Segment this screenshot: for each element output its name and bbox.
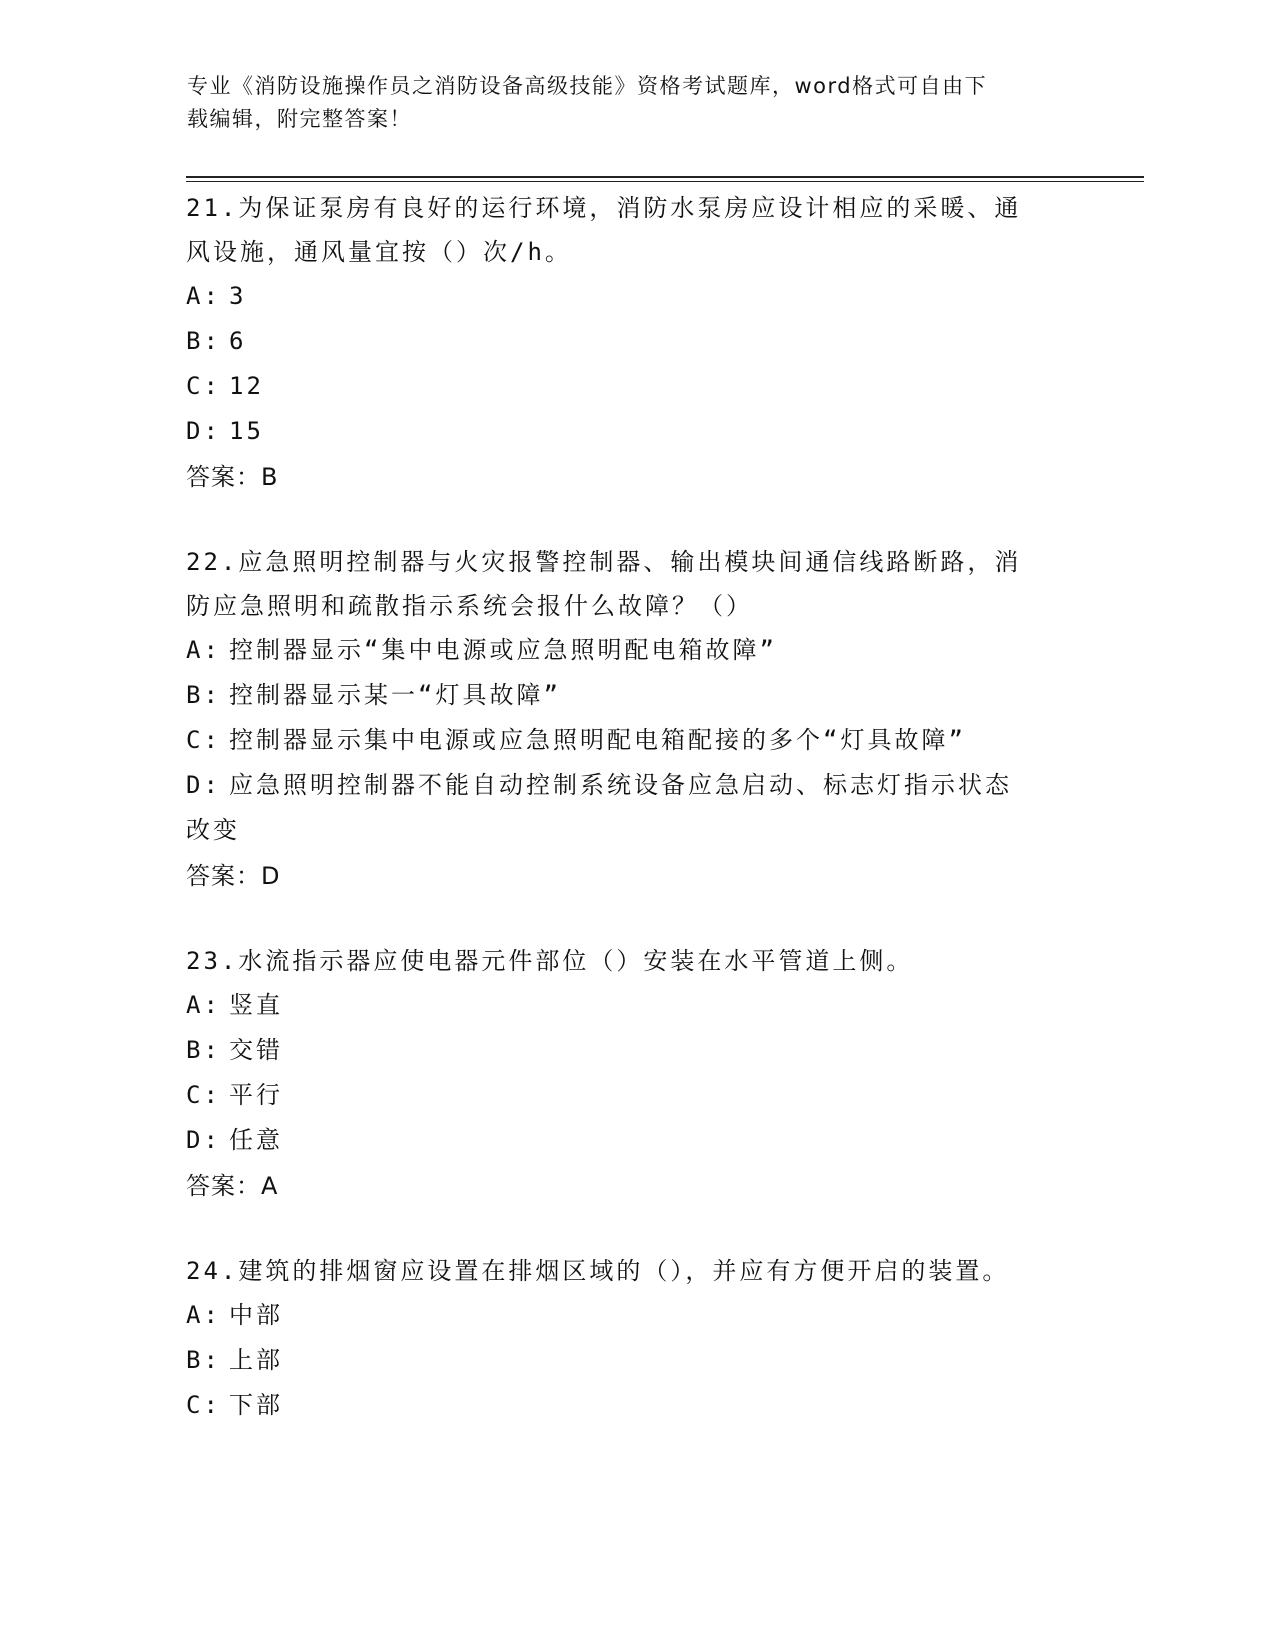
question-21-option-d: [186, 409, 1086, 454]
question-21-option-c: [186, 364, 1086, 409]
option-label: A:: [186, 1301, 221, 1329]
option-label: C:: [186, 726, 221, 754]
option-text: 平行: [229, 1081, 283, 1109]
option-label: C:: [186, 372, 221, 400]
option-label: C:: [186, 1391, 221, 1419]
question-22-stem-line-2: 防应急照明和疏散指示系统会报什么故障？（）: [186, 592, 753, 620]
question-list: [186, 186, 1086, 1428]
question-22-option-d: [186, 763, 1086, 808]
question-21-stem-line-2: 风设施，通风量宜按（）次/h。: [186, 238, 572, 266]
question-24-stem-line-1: 24.建筑的排烟窗应设置在排烟区域的（），并应有方便开启的装置。: [186, 1257, 1010, 1285]
question-23: [186, 939, 1086, 1209]
question-23-stem-line-1: 23.水流指示器应使电器元件部位（）安装在水平管道上侧。: [186, 947, 914, 975]
question-24: [186, 1249, 1086, 1428]
question-22-option-a: [186, 628, 1086, 673]
header-line-2: 载编辑，附完整答案！: [187, 107, 412, 131]
question-21-option-a: [186, 274, 1086, 319]
option-text: 应急照明控制器不能自动控制系统设备应急启动、标志灯指示状态: [229, 771, 1012, 799]
option-label: D:: [186, 417, 221, 445]
option-text: 6: [229, 327, 247, 355]
option-label: B:: [186, 1346, 221, 1374]
option-text: 下部: [229, 1391, 283, 1419]
option-text: 控制器显示集中电源或应急照明配电箱配接的多个“灯具故障”: [229, 726, 966, 754]
option-text: 15: [229, 417, 264, 445]
question-22-option-c: [186, 718, 1086, 763]
question-21-stem-line-1: 21.为保证泵房有良好的运行环境，消防水泵房应设计相应的采暖、通: [186, 194, 1022, 222]
question-23-option-a: [186, 983, 1086, 1028]
question-24-option-a: [186, 1293, 1086, 1338]
question-22-stem-line-1: 22.应急照明控制器与火灾报警控制器、输出模块间通信线路断路，消: [186, 548, 1022, 576]
option-text: 上部: [229, 1346, 283, 1374]
header-line-1: 专业《消防设施操作员之消防设备高级技能》资格考试题库，word格式可自由下: [187, 74, 988, 98]
option-label: B:: [186, 327, 221, 355]
question-24-option-c: [186, 1383, 1086, 1428]
option-label: C:: [186, 1081, 221, 1109]
option-label: B:: [186, 681, 221, 709]
option-text: 中部: [229, 1301, 283, 1329]
option-text: 竖直: [229, 991, 283, 1019]
question-23-option-c: [186, 1073, 1086, 1118]
option-text: 3: [229, 282, 247, 310]
option-text: 交错: [229, 1036, 283, 1064]
option-label: D:: [186, 1126, 221, 1154]
question-21-answer: 答案：B: [186, 463, 279, 491]
question-22-option-d-continued: 改变: [186, 816, 240, 844]
header-divider-thin: [186, 181, 1144, 182]
option-text: 控制器显示“集中电源或应急照明配电箱故障”: [229, 636, 777, 664]
question-23-option-d: [186, 1118, 1086, 1163]
option-text: 任意: [229, 1126, 283, 1154]
option-label: A:: [186, 636, 221, 664]
option-label: B:: [186, 1036, 221, 1064]
option-label: D:: [186, 771, 221, 799]
question-24-option-b: [186, 1338, 1086, 1383]
document-header: [187, 70, 1067, 136]
option-label: A:: [186, 282, 221, 310]
option-label: A:: [186, 991, 221, 1019]
question-21: [186, 186, 1086, 500]
option-text: 12: [229, 372, 264, 400]
question-22-option-b: [186, 673, 1086, 718]
option-text: 控制器显示某一“灯具故障”: [229, 681, 561, 709]
question-22: [186, 540, 1086, 899]
question-21-option-b: [186, 319, 1086, 364]
question-23-answer: 答案：A: [186, 1172, 279, 1200]
question-22-answer: 答案：D: [186, 862, 281, 890]
header-divider-thick: [186, 176, 1144, 178]
question-23-option-b: [186, 1028, 1086, 1073]
